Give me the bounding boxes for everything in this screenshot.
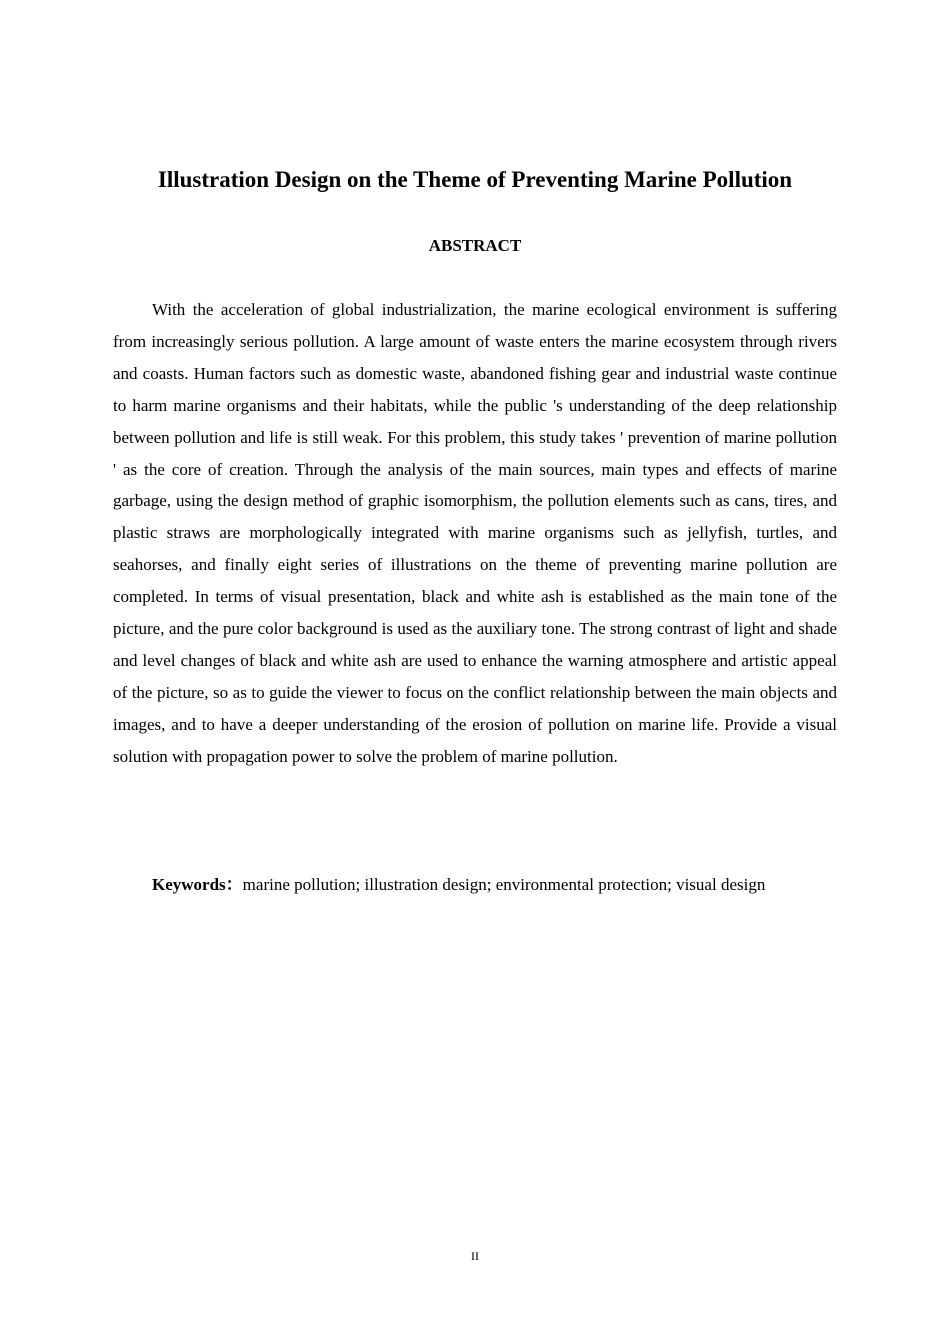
keywords-label: Keywords：	[152, 875, 243, 894]
page-number: II	[471, 1249, 479, 1263]
document-title: Illustration Design on the Theme of Preventing Marine Pollution	[157, 167, 793, 192]
abstract-heading: ABSTRACT	[428, 236, 522, 255]
keywords-text: marine pollution; illustration design; environmental protection; visual design	[242, 875, 766, 894]
abstract-body: With the acceleration of global industrialization, the marine ecological environment is suffering from increasingly serious pollution. A large amount of waste enters the marine ecosystem through rivers and coasts. Human factors such as domestic waste, abandoned fishing gear and industrial waste continue to harm marine organisms and their habitats, while the public 's understanding of the deep relationship between pollution and life is still weak. For this problem, this study takes ' prevention of marine pollution ' as the core of creation. Through the analysis of the main sources, main types and effects of marine garbage, using the design method of graphic isomorphism, the pollution elements such as cans, tires, and plastic straws are morphologically integrated with marine organisms such as jellyfish, turtles, and seahorses, and finally eight series of illustrations on the theme of preventing marine pollution are completed. In terms of visual presentation, black and white ash is established as the main tone of the picture, and the pure color background is used as the auxiliary tone. The strong contrast of light and shade and level changes of black and white ash are used to enhance the warning atmosphere and artistic appeal of the picture, so as to guide the viewer to focus on the conflict relationship between the main objects and images, and to have a deeper understanding of the erosion of pollution on marine life. Provide a visual solution with propagation power to solve the problem of marine pollution.	[113, 300, 837, 766]
keywords-paragraph	[113, 869, 813, 901]
